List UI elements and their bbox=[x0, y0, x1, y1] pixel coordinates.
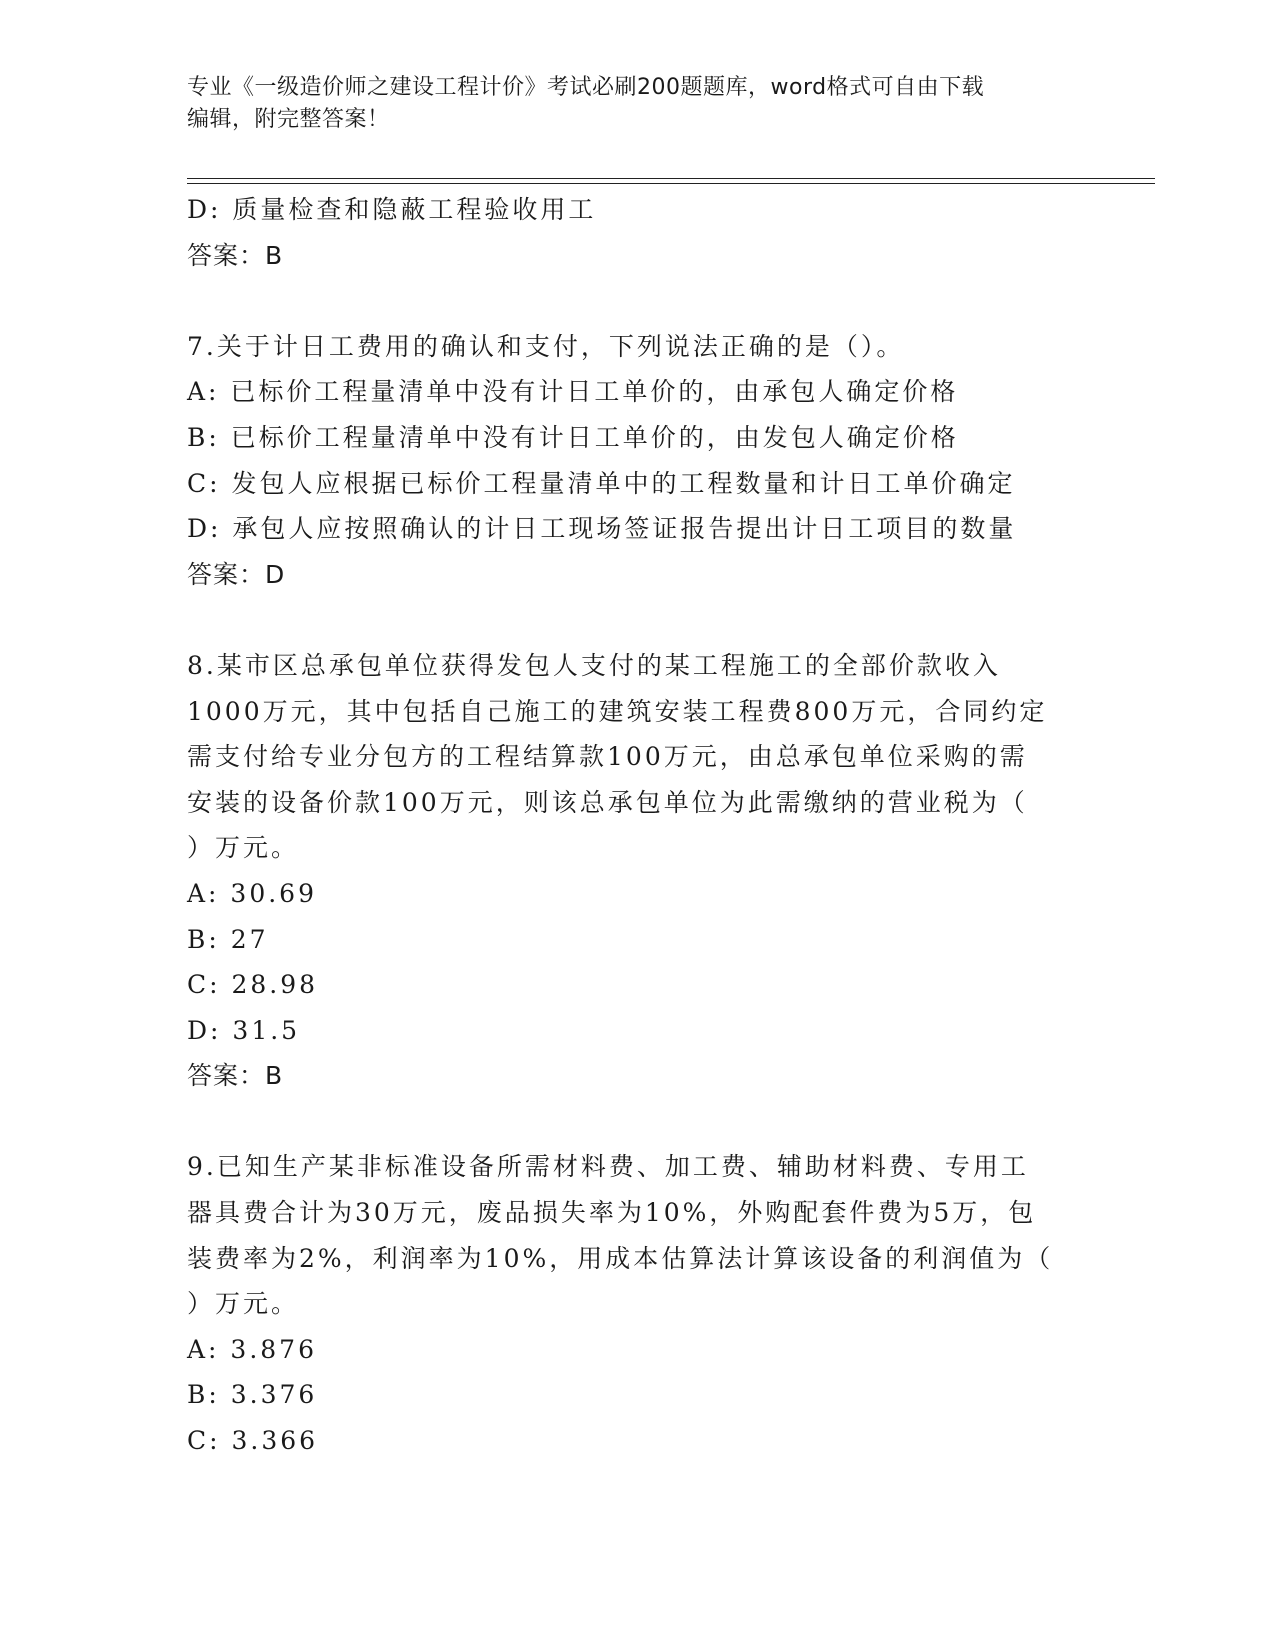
option-c: C: 3.366 bbox=[187, 1426, 319, 1456]
question-stem-line: ）万元。 bbox=[187, 1289, 300, 1319]
question-stem-line: 装费率为2%，利润率为10%，用成本估算法计算该设备的利润值为（ bbox=[187, 1243, 1054, 1273]
header-divider-top bbox=[187, 178, 1155, 179]
spacer bbox=[187, 278, 1087, 324]
option-d: D: 31.5 bbox=[187, 1015, 301, 1045]
answer-line: 答案：D bbox=[187, 559, 286, 589]
question-list bbox=[187, 187, 1087, 1464]
answer-line: 答案：B bbox=[187, 1061, 284, 1091]
question-stem-line: 器具费合计为30万元，废品损失率为10%，外购配套件费为5万，包 bbox=[187, 1198, 1037, 1228]
header-line-1: 专业《一级造价师之建设工程计价》考试必刷200题题库，word格式可自由下载 bbox=[187, 75, 985, 100]
option-d: D: 质量检查和隐蔽工程验收用工 bbox=[187, 195, 597, 224]
answer-line: 答案：B bbox=[187, 240, 284, 270]
question-stem-line: 7.关于计日工费用的确认和支付，下列说法正确的是（）。 bbox=[187, 331, 905, 361]
question-stem-line: 需支付给专业分包方的工程结算款100万元，由总承包单位采购的需 bbox=[187, 742, 1028, 772]
question-stem-line: 8.某市区总承包单位获得发包人支付的某工程施工的全部价款收入 bbox=[187, 650, 1001, 680]
option-b: B: 已标价工程量清单中没有计日工单价的，由发包人确定价格 bbox=[187, 422, 959, 452]
header-divider-bottom bbox=[187, 183, 1155, 184]
question-stem-line: 1000万元，其中包括自己施工的建筑安装工程费800万元，合同约定 bbox=[187, 696, 1048, 726]
question-7 bbox=[187, 324, 1087, 598]
option-a: A: 已标价工程量清单中没有计日工单价的，由承包人确定价格 bbox=[187, 377, 959, 407]
header-line-2: 编辑，附完整答案！ bbox=[187, 107, 390, 132]
option-d: D: 承包人应按照确认的计日工现场签证报告提出计日工项目的数量 bbox=[187, 514, 1017, 544]
question-9 bbox=[187, 1144, 1087, 1463]
document-header bbox=[187, 72, 1067, 136]
question-stem-line: 9.已知生产某非标准设备所需材料费、加工费、辅助材料费、专用工 bbox=[187, 1152, 1029, 1182]
spacer bbox=[187, 1099, 1087, 1145]
question-stem-line: ）万元。 bbox=[187, 833, 300, 863]
question-stem-line: 安装的设备价款100万元，则该总承包单位为此需缴纳的营业税为（ bbox=[187, 787, 1028, 817]
option-a: A: 3.876 bbox=[187, 1334, 317, 1364]
option-c: C: 发包人应根据已标价工程量清单中的工程数量和计日工单价确定 bbox=[187, 468, 1016, 498]
spacer bbox=[187, 597, 1087, 643]
question-8 bbox=[187, 643, 1087, 1099]
option-a: A: 30.69 bbox=[187, 878, 317, 908]
question-6-tail bbox=[187, 187, 1087, 278]
option-c: C: 28.98 bbox=[187, 970, 319, 1000]
option-b: B: 27 bbox=[187, 924, 269, 954]
option-b: B: 3.376 bbox=[187, 1380, 318, 1410]
